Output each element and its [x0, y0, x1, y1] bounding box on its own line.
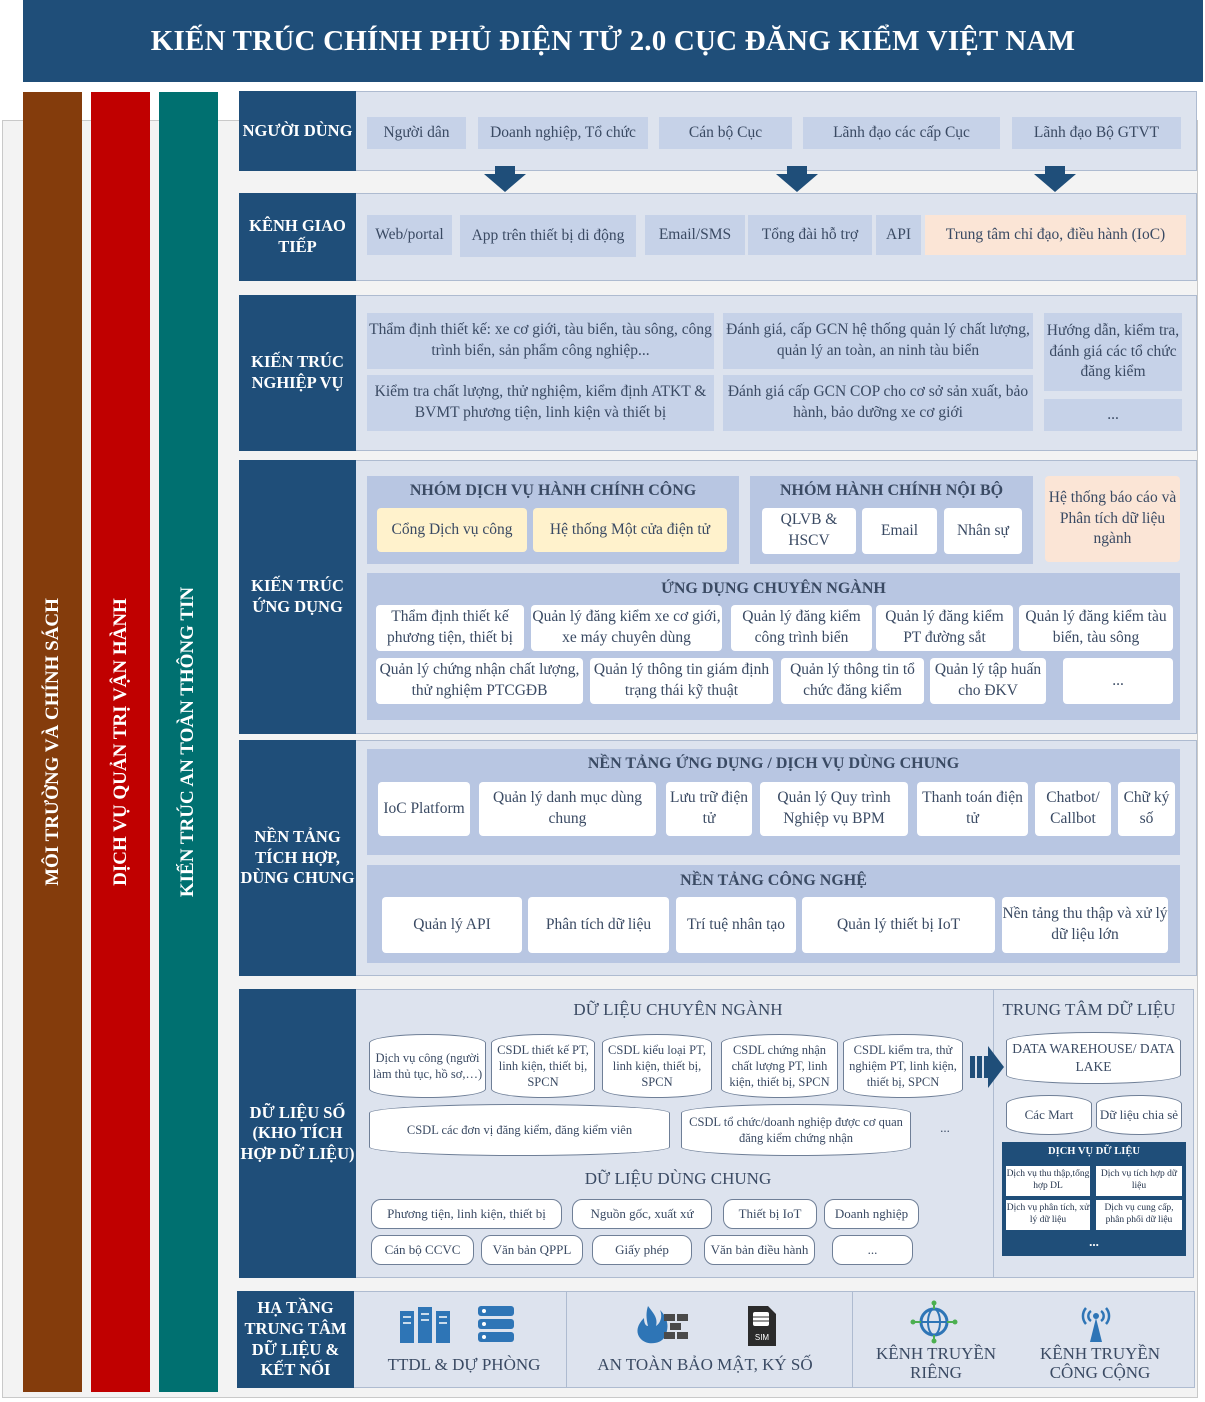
data-origin: Nguồn gốc, xuất xứ — [572, 1199, 712, 1229]
biz-quality-cert: Đánh giá, cấp GCN hệ thống quản lý chất lượng, quản lý an toàn, an ninh tàu biển — [723, 313, 1033, 369]
master-data-management: Quản lý danh mục dùng chung — [479, 782, 656, 836]
biz-guidance: Hướng dẫn, kiểm tra, đánh giá các tổ chức đăng kiểm — [1044, 313, 1182, 391]
app-ship-registry: Quản lý đăng kiểm tàu biển, tàu sông — [1019, 605, 1173, 651]
bpm-platform: Quản lý Quy trình Nghiệp vụ BPM — [760, 782, 908, 836]
shared-data-title: DỮ LIỆU DÙNG CHUNG — [584, 1169, 772, 1188]
specialized-data-title: DỮ LIỆU CHUYÊN NGÀNH — [573, 1000, 783, 1019]
platform-head: NỀN TẢNG TÍCH HỢP, DÙNG CHUNG — [239, 740, 356, 976]
artificial-intelligence: Trí tuệ nhân tạo — [676, 897, 796, 953]
app-vehicle-registry: Quản lý đăng kiểm xe cơ giới, xe máy chuyên dùng — [531, 605, 722, 651]
digital-signature: Chữ ký số — [1118, 782, 1175, 836]
app-offshore-registry: Quản lý đăng kiểm công trình biển — [731, 605, 872, 651]
svc-distribute: Dịch vụ cung cấp, phân phối dữ liệu — [1096, 1200, 1182, 1230]
private-network-icon — [910, 1300, 958, 1344]
app-railway-registry: Quản lý đăng kiểm PT đường sắt — [876, 605, 1013, 651]
channel-api: API — [876, 215, 921, 255]
down-arrow-icon — [776, 166, 818, 194]
tech-platform-title: NỀN TẢNG CÔNG NGHỆ — [680, 872, 867, 889]
data-licenses: Giấy phép — [592, 1235, 692, 1265]
data-head: DỮ LIỆU SỐ (KHO TÍCH HỢP DỮ LIỆU) — [239, 989, 356, 1278]
report-analytics-system: Hệ thống báo cáo và Phân tích dữ liệu ngành — [1045, 476, 1180, 562]
data-divider — [993, 990, 994, 1277]
svc-collect: Dịch vụ thu thập,tổng hợp DL — [1006, 1166, 1090, 1196]
e-payment: Thanh toán điện tử — [917, 782, 1028, 836]
infra-head: HẠ TẦNG TRUNG TÂM DỮ LIỆU & KẾT NỐI — [237, 1291, 354, 1388]
sim-card-icon — [746, 1304, 778, 1348]
down-arrow-icon — [484, 166, 526, 194]
app-more: ... — [1063, 658, 1173, 704]
one-stop-system: Hệ thống Một cửa điện tử — [533, 508, 727, 552]
firewall-icon — [634, 1304, 690, 1346]
infra-public-label: KÊNH TRUYỀN CÔNG CỘNG — [1039, 1344, 1161, 1382]
svg-text:SIM: SIM — [754, 1333, 770, 1342]
data-civil-servants: Cán bộ CCVC — [371, 1235, 474, 1265]
channel-web-portal: Web/portal — [367, 215, 452, 255]
biz-quality-inspection: Kiểm tra chất lượng, thử nghiệm, kiểm định ATKT & BVMT phương tiện, linh kiện và thiết bị — [367, 375, 714, 431]
internal-admin-title: NHÓM HÀNH CHÍNH NỘI BỘ — [779, 482, 1004, 499]
big-data-platform: Nền tảng thu thập và xử lý dữ liệu lớn — [1002, 897, 1168, 953]
down-arrow-icon — [1034, 166, 1076, 194]
db-type: CSDL kiểu loại PT, linh kiện, thiết bị, SPCN — [602, 1034, 712, 1098]
user-citizen: Người dân — [367, 117, 466, 149]
channels-head: KÊNH GIAO TIẾP — [239, 193, 356, 281]
data-legal-docs: Văn bản QPPL — [481, 1235, 583, 1265]
database-server-icon — [474, 1304, 518, 1346]
biz-more: ... — [1044, 399, 1182, 431]
app-training: Quản lý tập huấn cho ĐKV — [930, 658, 1046, 704]
application-head: KIẾN TRÚC ỨNG DỤNG — [239, 460, 356, 734]
shared-platform-title: NỀN TẢNG ỨNG DỤNG / DỊCH VỤ DÙNG CHUNG — [587, 755, 960, 772]
shared-data: Dữ liệu chia sẻ — [1096, 1095, 1182, 1135]
user-ministry-leaders: Lãnh đạo Bộ GTVT — [1012, 117, 1181, 149]
business-head: KIẾN TRÚC NGHIỆP VỤ — [239, 295, 356, 451]
app-design-appraisal: Thẩm định thiết kế phương tiện, thiết bị — [376, 605, 524, 651]
db-more: ... — [940, 1120, 950, 1135]
app-registry-org-info: Quản lý thông tin tổ chức đăng kiểm — [781, 658, 924, 704]
channel-email-sms: Email/SMS — [645, 215, 745, 255]
security-arch-bar: KIẾN TRÚC AN TOÀN THÔNG TIN — [159, 92, 218, 1392]
db-registry-units: CSDL các đơn vị đăng kiểm, đăng kiểm viên — [369, 1104, 670, 1156]
data-iot-devices: Thiết bị IoT — [723, 1199, 817, 1229]
ops-governance-bar: DỊCH VỤ QUẢN TRỊ VẬN HÀNH — [91, 92, 150, 1392]
data-center-title: TRUNG TÂM DỮ LIỆU — [1002, 1000, 1176, 1019]
user-dept-leaders: Lãnh đạo các cấp Cục — [803, 117, 1000, 149]
svc-integrate: Dịch vụ tích hợp dữ liệu — [1096, 1166, 1182, 1196]
data-warehouse: DATA WAREHOUSE/ DATA LAKE — [1006, 1032, 1181, 1084]
internal-email: Email — [862, 508, 937, 554]
db-design: CSDL thiết kế PT, linh kiện, thiết bị, SPCN — [491, 1034, 595, 1098]
app-quality-cert: Quản lý chứng nhận chất lượng, thử nghiệm PTCGĐB — [376, 658, 583, 704]
data-services-more: ... — [1089, 1234, 1099, 1249]
infra-dc-label: TTDL & DỰ PHÒNG — [387, 1355, 541, 1374]
db-certified-orgs: CSDL tổ chức/doanh nghiệp được cơ quan đăng kiểm chứng nhận — [681, 1104, 911, 1156]
user-staff: Cán bộ Cục — [659, 117, 792, 149]
specialized-apps-title: ỨNG DỤNG CHUYÊN NGÀNH — [661, 580, 886, 597]
ioc-platform: IoC Platform — [378, 782, 470, 836]
env-policy-bar: MÔI TRƯỜNG VÀ CHÍNH SÁCH — [23, 92, 82, 1392]
channel-hotline: Tổng đài hỗ trợ — [748, 215, 872, 255]
document-management: QLVB & HSCV — [762, 508, 856, 554]
channel-ioc: Trung tâm chỉ đạo, điều hành (IoC) — [925, 215, 1186, 255]
chatbot-callbot: Chatbot/ Callbot — [1035, 782, 1111, 836]
infra-security-label: AN TOÀN BẢO MẬT, KÝ SỐ — [597, 1355, 813, 1374]
db-quality-cert: CSDL chứng nhận chất lượng PT, linh kiện, thiết bị, SPCN — [721, 1034, 838, 1098]
e-archive: Lưu trữ điện tử — [666, 782, 752, 836]
biz-design-appraisal: Thẩm định thiết kế: xe cơ giới, tàu biển, tàu sông, công trình biển, sản phẩm công nghiệp... — [367, 313, 714, 369]
data-mart: Các Mart — [1006, 1095, 1092, 1135]
data-shared-more: ... — [832, 1235, 913, 1265]
data-analytics: Phân tích dữ liệu — [528, 897, 669, 953]
data-enterprises: Doanh nghiệp — [824, 1199, 919, 1229]
server-rack-icon — [398, 1305, 452, 1345]
svc-analyze: Dịch vụ phân tích, xử lý dữ liệu — [1006, 1200, 1090, 1230]
public-service-portal: Cổng Dịch vụ công — [377, 508, 527, 552]
page-title: KIẾN TRÚC CHÍNH PHỦ ĐIỆN TỬ 2.0 CỤC ĐĂNG KIỂM VIỆT NAM — [23, 0, 1203, 82]
public-service-title: NHÓM DỊCH VỤ HÀNH CHÍNH CÔNG — [409, 482, 697, 499]
public-antenna-icon — [1076, 1300, 1116, 1344]
infra-divider — [852, 1292, 853, 1387]
right-arrow-icon — [970, 1046, 1004, 1088]
db-public-service: Dịch vụ công (người làm thủ tục, hồ sơ,…) — [369, 1034, 486, 1098]
api-management: Quản lý API — [382, 897, 522, 953]
infra-private-label: KÊNH TRUYỀN RIÊNG — [875, 1344, 997, 1382]
data-vehicles: Phương tiện, linh kiện, thiết bị — [371, 1199, 562, 1229]
data-services-title: DỊCH VỤ DỮ LIỆU — [1048, 1146, 1140, 1157]
db-inspection-test: CSDL kiểm tra, thử nghiệm PT, linh kiện, thiết bị, SPCN — [843, 1034, 963, 1098]
iot-management: Quản lý thiết bị IoT — [802, 897, 995, 953]
human-resources: Nhân sự — [944, 508, 1022, 554]
channel-mobile-app: App trên thiết bị di động — [460, 215, 636, 257]
user-business: Doanh nghiệp, Tổ chức — [478, 117, 648, 149]
app-technical-inspection: Quản lý thông tin giám định trạng thái kỹ thuật — [590, 658, 773, 704]
biz-cop-cert: Đánh giá cấp GCN COP cho cơ sở sản xuất, bảo hành, bảo dưỡng xe cơ giới — [723, 375, 1033, 431]
users-head: NGƯỜI DÙNG — [239, 91, 356, 171]
data-exec-docs: Văn bản điều hành — [704, 1235, 815, 1265]
